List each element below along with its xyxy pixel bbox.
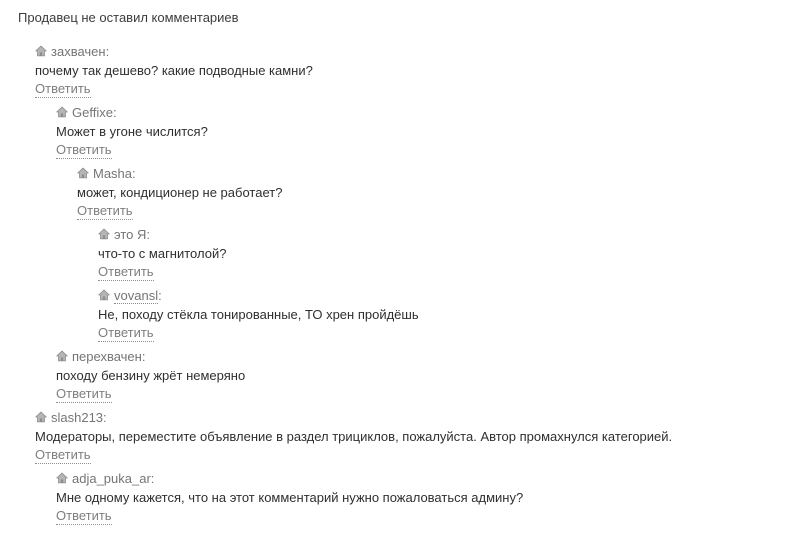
user-house-icon xyxy=(98,228,110,240)
comment-header xyxy=(56,347,800,366)
comment xyxy=(35,42,800,98)
comment-text: почему так дешево? какие подводные камни? xyxy=(35,63,313,78)
username-colon: : xyxy=(150,471,155,486)
username-colon: : xyxy=(132,166,136,181)
reply-link[interactable]: Ответить xyxy=(56,386,112,401)
reply-link[interactable]: Ответить xyxy=(56,508,112,523)
comment xyxy=(98,225,800,281)
username-colon: : xyxy=(103,410,107,425)
comment xyxy=(56,103,800,159)
page-title: Продавец не оставил комментариев xyxy=(18,10,239,25)
comment-header xyxy=(98,225,800,244)
username-colon: : xyxy=(146,227,151,242)
comment-text: Может в угоне числится? xyxy=(56,124,208,139)
username-colon: : xyxy=(112,105,117,120)
user-house-icon xyxy=(56,106,68,118)
user-house-icon xyxy=(35,411,47,423)
user-house-icon xyxy=(56,350,68,362)
reply-link[interactable]: Ответить xyxy=(35,447,91,462)
reply-link[interactable]: Ответить xyxy=(35,81,91,96)
comment-username: перехвачен xyxy=(72,349,142,364)
comment-username: это Я xyxy=(114,227,147,242)
reply-link[interactable]: Ответить xyxy=(56,142,112,157)
comment-username: slash213 xyxy=(51,410,104,425)
reply-link[interactable]: Ответить xyxy=(98,325,154,340)
reply-link[interactable]: Ответить xyxy=(98,264,154,279)
comment-text: Мне одному кажется, что на этот комментарий нужно пожаловаться админу? xyxy=(56,490,524,505)
user-house-icon xyxy=(35,45,47,57)
comment-text: Модераторы, переместите объявление в раздел трициклов, пожалуйста. Автор промахнулся категорией. xyxy=(35,429,673,444)
comment xyxy=(77,164,800,220)
comment-header xyxy=(35,42,800,61)
comment xyxy=(56,469,800,525)
comment-header xyxy=(77,164,800,183)
comment-username: Masha xyxy=(93,166,133,181)
comments-list xyxy=(0,42,800,525)
comment-header xyxy=(98,286,800,305)
username-colon: : xyxy=(158,288,162,303)
comment-text: Не, походу стёкла тонированные, ТО хрен пройдёшь xyxy=(98,307,419,322)
comment xyxy=(98,286,800,342)
comment-header xyxy=(56,469,800,488)
comment-username: Geffixe xyxy=(72,105,113,120)
comment-text: что-то с магнитолой? xyxy=(98,246,227,261)
comment-header xyxy=(35,408,800,427)
comment-username[interactable]: vovansl xyxy=(114,288,159,303)
comment xyxy=(35,408,800,464)
comment-username: adja_puka_ar xyxy=(72,471,151,486)
comment-text: может, кондиционер не работает? xyxy=(77,185,283,200)
user-house-icon xyxy=(56,472,68,484)
comment-header xyxy=(56,103,800,122)
user-house-icon xyxy=(98,289,110,301)
reply-link[interactable]: Ответить xyxy=(77,203,133,218)
username-colon: : xyxy=(105,44,110,59)
comment-username: захвачен xyxy=(51,44,106,59)
comment xyxy=(56,347,800,403)
username-colon: : xyxy=(141,349,146,364)
user-house-icon xyxy=(77,167,89,179)
comment-text: походу бензину жрёт немеряно xyxy=(56,368,246,383)
